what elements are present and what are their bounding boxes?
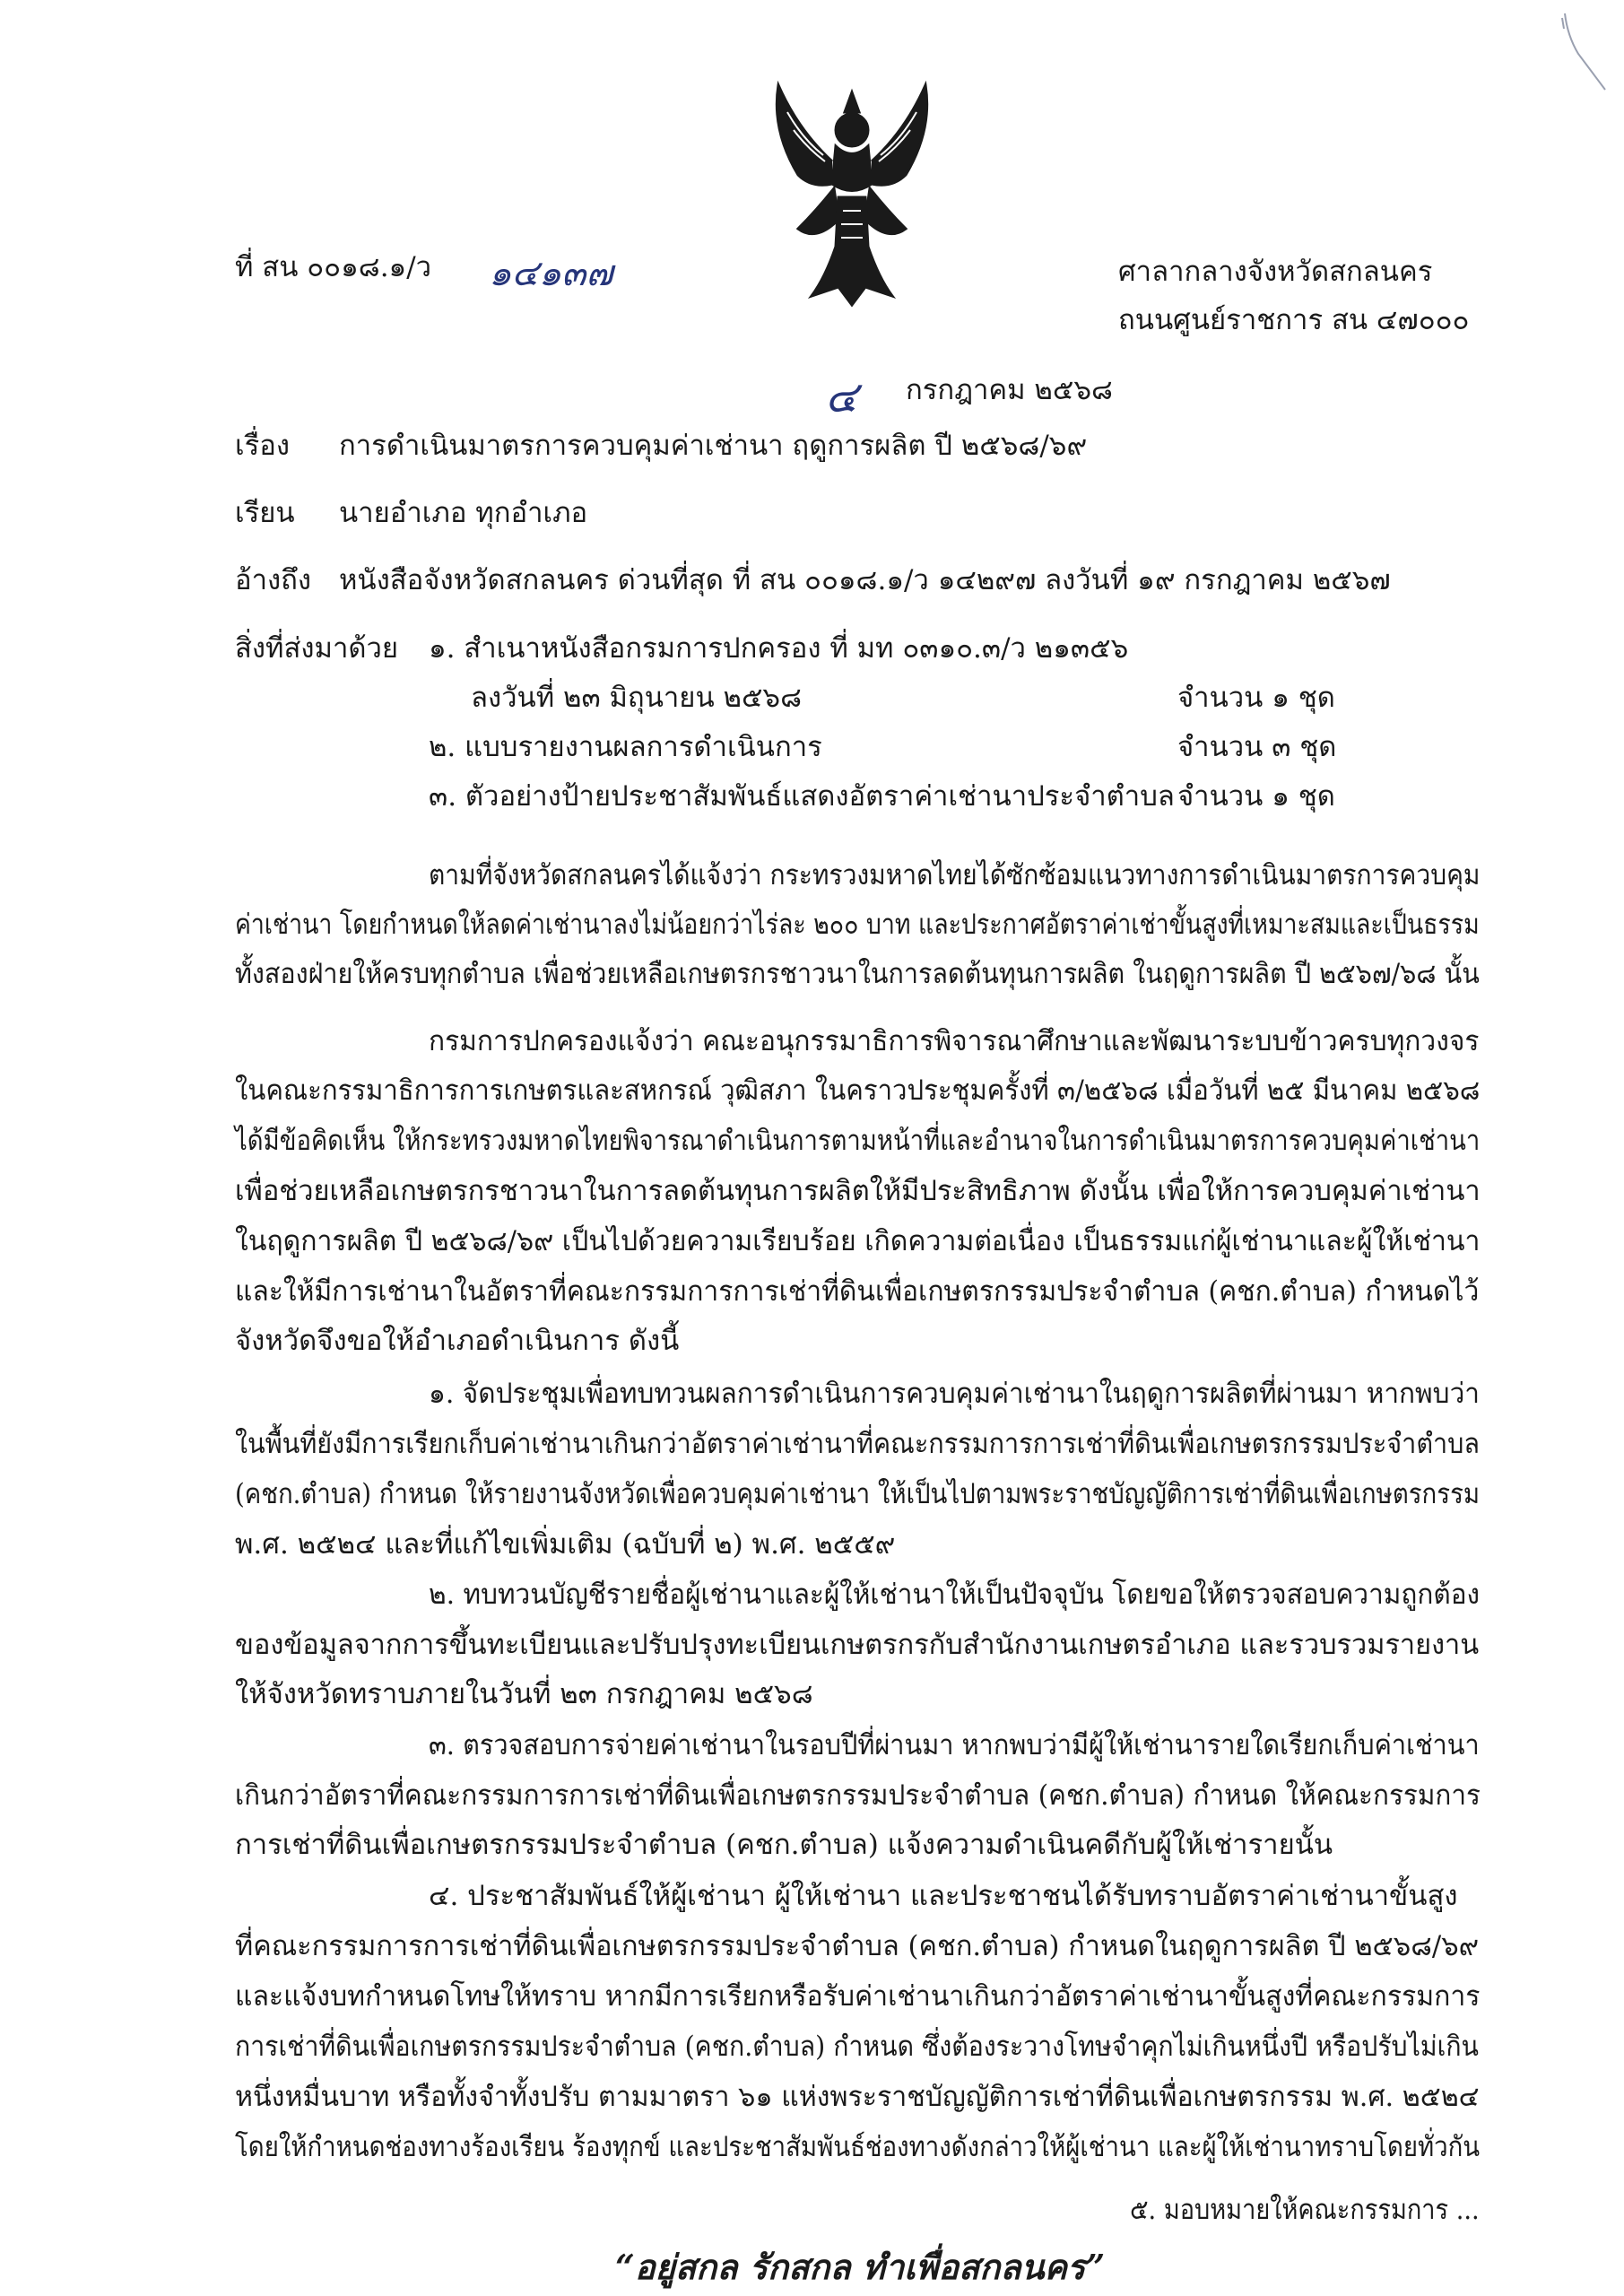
item4-line: และแจ้งบทกำหนดโทษให้ทราบ หากมีการเรียกหรือรับค่าเช่านาเกินกว่าอัตราค่าเช่านาขั้นสูงที่คณะกรรมการ: [235, 1980, 1481, 2013]
subject-text: การดำเนินมาตรการควบคุมค่าเช่านา ฤดูการผลิต ปี ๒๕๖๘/๖๙: [339, 430, 1088, 462]
item2-line: ของข้อมูลจากการขึ้นทะเบียนและปรับปรุงทะเบียนเกษตรกรกับสำนักงานเกษตรอำเภอ และรวบรวมรายงาน: [235, 1629, 1480, 1661]
item4-line: โดยให้กำหนดช่องทางร้องเรียน ร้องทุกข์ และประชาสัมพันธ์ช่องทางดังกล่าวให้ผู้เช่านา และผู้ให้เช่านาทราบโดยทั่วกัน: [235, 2131, 1481, 2163]
para2-line: และให้มีการเช่านาในอัตราที่คณะกรรมการการเช่าที่ดินเพื่อเกษตรกรรมประจำตำบล (คชก.ตำบล) กำหนดไว้: [235, 1275, 1480, 1308]
item4-line: การเช่าที่ดินเพื่อเกษตรกรรมประจำตำบล (คชก.ตำบล) กำหนด ซึ่งต้องระวางโทษจำคุกไม่เกินหนึ่งปี หรือปรับไม่เกิน: [235, 2031, 1479, 2063]
enclosure-2-qty: จำนวน ๓ ชุด: [1177, 731, 1337, 763]
enclosure-1-line2: ลงวันที่ ๒๓ มิถุนายน ๒๕๖๘: [471, 682, 803, 714]
item4-line: ๔. ประชาสัมพันธ์ให้ผู้เช่านา ผู้ให้เช่านา และประชาชนได้รับทราบอัตราค่าเช่านาขั้นสูง: [429, 1880, 1458, 1912]
item2-line: ๒. ทบทวนบัญชีรายชื่อผู้เช่านาและผู้ให้เช่านาให้เป็นปัจจุบัน โดยขอให้ตรวจสอบความถูกต้อง: [429, 1578, 1481, 1611]
addressee-label: เรียน: [235, 497, 295, 529]
office-address-line1: ศาลากลางจังหวัดสกลนคร: [1118, 256, 1433, 288]
para2-line: เพื่อช่วยเหลือเกษตรกรชาวนาในการลดต้นทุนการผลิตให้มีประสิทธิภาพ ดังนั้น เพื่อให้การควบคุมค่าเช่านา: [235, 1175, 1481, 1207]
reference-number-prefix: ที่ สน ๐๐๑๘.๑/ว: [235, 251, 432, 283]
para1-line: ทั้งสองฝ่ายให้ครบทุกตำบล เพื่อช่วยเหลือเกษตรกรชาวนาในการลดต้นทุนการผลิต ในฤดูการผลิต ปี ๒๕๖๗/๖๘ นั้น: [235, 958, 1480, 990]
item2-line: ให้จังหวัดทราบภายในวันที่ ๒๓ กรกฎาคม ๒๕๖๘: [235, 1678, 813, 1710]
reference-label: อ้างถึง: [235, 564, 312, 596]
para1-line: ตามที่จังหวัดสกลนครได้แจ้งว่า กระทรวงมหาดไทยได้ซักซ้อมแนวทางการดำเนินมาตรการควบคุม: [429, 859, 1481, 891]
item3-line: ๓. ตรวจสอบการจ่ายค่าเช่านาในรอบปีที่ผ่านมา หากพบว่ามีผู้ให้เช่านารายใดเรียกเก็บค่าเช่านา: [429, 1729, 1480, 1761]
addressee-text: นายอำเภอ ทุกอำเภอ: [339, 497, 588, 529]
footer-slogan: “อยู่สกล รักสกล ทำเพื่อสกลนคร”: [615, 2247, 1106, 2287]
subject-label: เรื่อง: [235, 430, 291, 462]
enclosures-label: สิ่งที่ส่งมาด้วย: [235, 632, 399, 665]
para2-line: กรมการปกครองแจ้งว่า คณะอนุกรรมาธิการพิจารณาศึกษาและพัฒนาระบบข้าวครบทุกวงจร: [429, 1025, 1480, 1057]
date-month-year: กรกฎาคม ๒๕๖๘: [906, 374, 1113, 406]
reference-number-handwritten: ๑๔๑๓๗: [489, 253, 613, 294]
reference-text: หนังสือจังหวัดสกลนคร ด่วนที่สุด ที่ สน ๐๐๑๘.๑/ว ๑๔๒๙๗ ลงวันที่ ๑๙ กรกฎาคม ๒๕๖๗: [339, 564, 1391, 596]
item4-line: หนึ่งหมื่นบาท หรือทั้งจำทั้งปรับ ตามมาตรา ๖๑ แห่งพระราชบัญญัติการเช่าที่ดินเพื่อเกษตรกรรม พ.ศ. ๒๕๒๔: [235, 2081, 1480, 2113]
item1-line: พ.ศ. ๒๕๒๔ และที่แก้ไขเพิ่มเติม (ฉบับที่ ๒) พ.ศ. ๒๕๕๙: [235, 1528, 896, 1561]
item3-line: เกินกว่าอัตราที่คณะกรรมการการเช่าที่ดินเพื่อเกษตรกรรมประจำตำบล (คชก.ตำบล) กำหนด ให้คณะกรรมการ: [235, 1779, 1481, 1812]
continuation-note: ๕. มอบหมายให้คณะกรรมการ ...: [1130, 2194, 1480, 2226]
date-day-handwritten: ๔: [825, 372, 858, 422]
garuda-emblem: [762, 76, 942, 309]
enclosure-3-qty: จำนวน ๑ ชุด: [1177, 780, 1335, 813]
para2-line: ได้มีข้อคิดเห็น ให้กระทรวงมหาดไทยพิจารณาดำเนินการตามหน้าที่และอำนาจในการดำเนินมาตรการควบคุมค่าเช่านา: [235, 1125, 1481, 1157]
enclosure-1-qty: จำนวน ๑ ชุด: [1177, 682, 1335, 714]
item1-line: ในพื้นที่ยังมีการเรียกเก็บค่าเช่านาเกินกว่าอัตราค่าเช่านาที่คณะกรรมการการเช่าที่ดินเพื่อเกษตรกรรมประจำตำบล: [235, 1428, 1481, 1460]
item1-line: (คชก.ตำบล) กำหนด ให้รายงานจังหวัดเพื่อควบคุมค่าเช่านา ให้เป็นไปตามพระราชบัญญัติการเช่าที่ดินเพื่อเกษตรกรรม: [235, 1478, 1481, 1510]
enclosure-2-line1: ๒. แบบรายงานผลการดำเนินการ: [429, 731, 822, 763]
office-address-line2: ถนนศูนย์ราชการ สน ๔๗๐๐๐: [1118, 304, 1470, 336]
pen-scribble-mark: [1560, 9, 1614, 99]
para2-line: จังหวัดจึงขอให้อำเภอดำเนินการ ดังนี้: [235, 1325, 680, 1357]
item3-line: การเช่าที่ดินเพื่อเกษตรกรรมประจำตำบล (คชก.ตำบล) แจ้งความดำเนินคดีกับผู้ให้เช่ารายนั้น: [235, 1829, 1333, 1861]
para2-line: ในฤดูการผลิต ปี ๒๕๖๘/๖๙ เป็นไปด้วยความเรียบร้อย เกิดความต่อเนื่อง เป็นธรรมแก่ผู้เช่านาและผู้ให้เช่านา: [235, 1225, 1481, 1257]
para2-line: ในคณะกรรมาธิการการเกษตรและสหกรณ์ วุฒิสภา ในคราวประชุมครั้งที่ ๓/๒๕๖๘ เมื่อวันที่ ๒๕ มีนาคม ๒๕๖๘: [235, 1074, 1481, 1107]
item4-line: ที่คณะกรรมการการเช่าที่ดินเพื่อเกษตรกรรมประจำตำบล (คชก.ตำบล) กำหนดในฤดูการผลิต ปี ๒๕๖๘/๖๙: [235, 1930, 1480, 1962]
enclosure-1-line1: ๑. สำเนาหนังสือกรมการปกครอง ที่ มท ๐๓๑๐.๓/ว ๒๑๓๕๖: [429, 632, 1129, 665]
para1-line: ค่าเช่านา โดยกำหนดให้ลดค่าเช่านาลงไม่น้อยกว่าไร่ละ ๒๐๐ บาท และประกาศอัตราค่าเช่าขั้นสูงที่เหมาะสมและเป็นธรรม: [235, 909, 1480, 941]
enclosure-3-line1: ๓. ตัวอย่างป้ายประชาสัมพันธ์แสดงอัตราค่าเช่านาประจำตำบล: [429, 780, 1175, 813]
item1-line: ๑. จัดประชุมเพื่อทบทวนผลการดำเนินการควบคุมค่าเช่านาในฤดูการผลิตที่ผ่านมา หากพบว่า: [429, 1378, 1480, 1410]
